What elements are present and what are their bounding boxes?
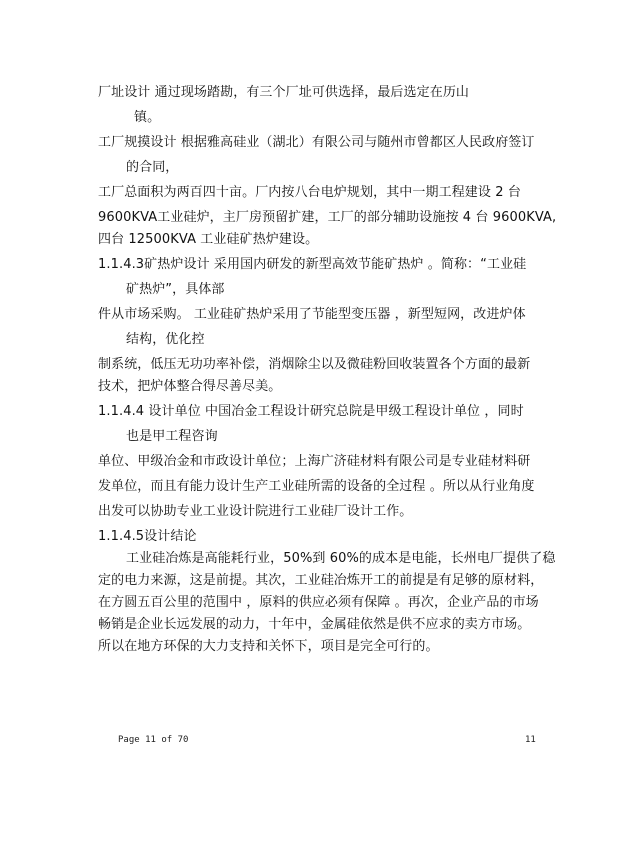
footer-page-number: 11 xyxy=(525,735,536,745)
footer-page-label: Page 11 of 70 xyxy=(118,735,189,745)
text-line: 发单位，而且有能力设计生产工业硅所需的设备的全过程 。所以从行业角度 xyxy=(98,479,535,494)
text-line: 工业硅冶炼是高能耗行业，50%到 60%的成本是电能，长州电厂提供了稳 xyxy=(126,551,556,566)
text-line: 9600KVA工业硅炉，主厂房预留扩建，工厂的部分辅助设施按 4 台 9600KVA, xyxy=(98,210,557,225)
text-line: 厂址设计 通过现场踏勘，有三个厂址可供选择，最后选定在历山 xyxy=(98,85,470,100)
text-line: 的合同， xyxy=(126,160,179,175)
section-heading: 1.1.4.5设计结论 xyxy=(98,529,197,544)
text-line: 工厂规摸设计 根据雅高硅业（湖北）有限公司与随州市曾都区人民政府签订 xyxy=(98,135,535,150)
text-line: 单位、甲级冶金和市政设计单位；上海广济硅材料有限公司是专业硅材料研 xyxy=(98,454,531,469)
text-line: 1.1.4.3矿热炉设计 采用国内研发的新型高效节能矿热炉 。简称：“工业硅 xyxy=(98,257,527,272)
text-line: 结构，优化控 xyxy=(126,332,205,347)
text-line: 技术，把炉体整合得尽善尽美。 xyxy=(98,379,282,394)
text-line: 制系统，低压无功功率补偿，消烟除尘以及微硅粉回收装置各个方面的最新 xyxy=(98,357,531,372)
text-line: 所以在地方环保的大力支持和关怀下，项目是完全可行的。 xyxy=(98,639,439,654)
text-line: 出发可以协助专业工业设计院进行工业硅厂设计工作。 xyxy=(98,504,413,519)
text-line: 在方圆五百公里的范围中 ，原料的供应必须有保障 。再次，企业产品的市场 xyxy=(98,595,539,610)
text-line: 镇。 xyxy=(134,110,161,125)
text-line: 四台 12500KVA 工业硅矿热炉建设。 xyxy=(98,232,319,247)
text-line: 定的电力来源，这是前提。其次，工业硅冶炼开工的前提是有足够的原材料， xyxy=(98,573,544,588)
text-line: 工厂总面积为两百四十亩。厂内按八台电炉规划，其中一期工程建设 2 台 xyxy=(98,185,521,200)
text-line: 矿热炉”，具体部 xyxy=(126,282,225,297)
text-line: 1.1.4.4 设计单位 中国冶金工程设计研究总院是甲级工程设计单位 ，同时 xyxy=(98,404,524,419)
document-body xyxy=(98,82,558,658)
text-line: 也是甲工程咨询 xyxy=(126,429,218,444)
text-line: 件从市场采购。 工业硅矿热炉采用了节能型变压器 ，新型短网，改进炉体 xyxy=(98,307,526,322)
text-line: 畅销是企业长远发展的动力，十年中，金属硅依然是供不应求的卖方市场。 xyxy=(98,617,531,632)
